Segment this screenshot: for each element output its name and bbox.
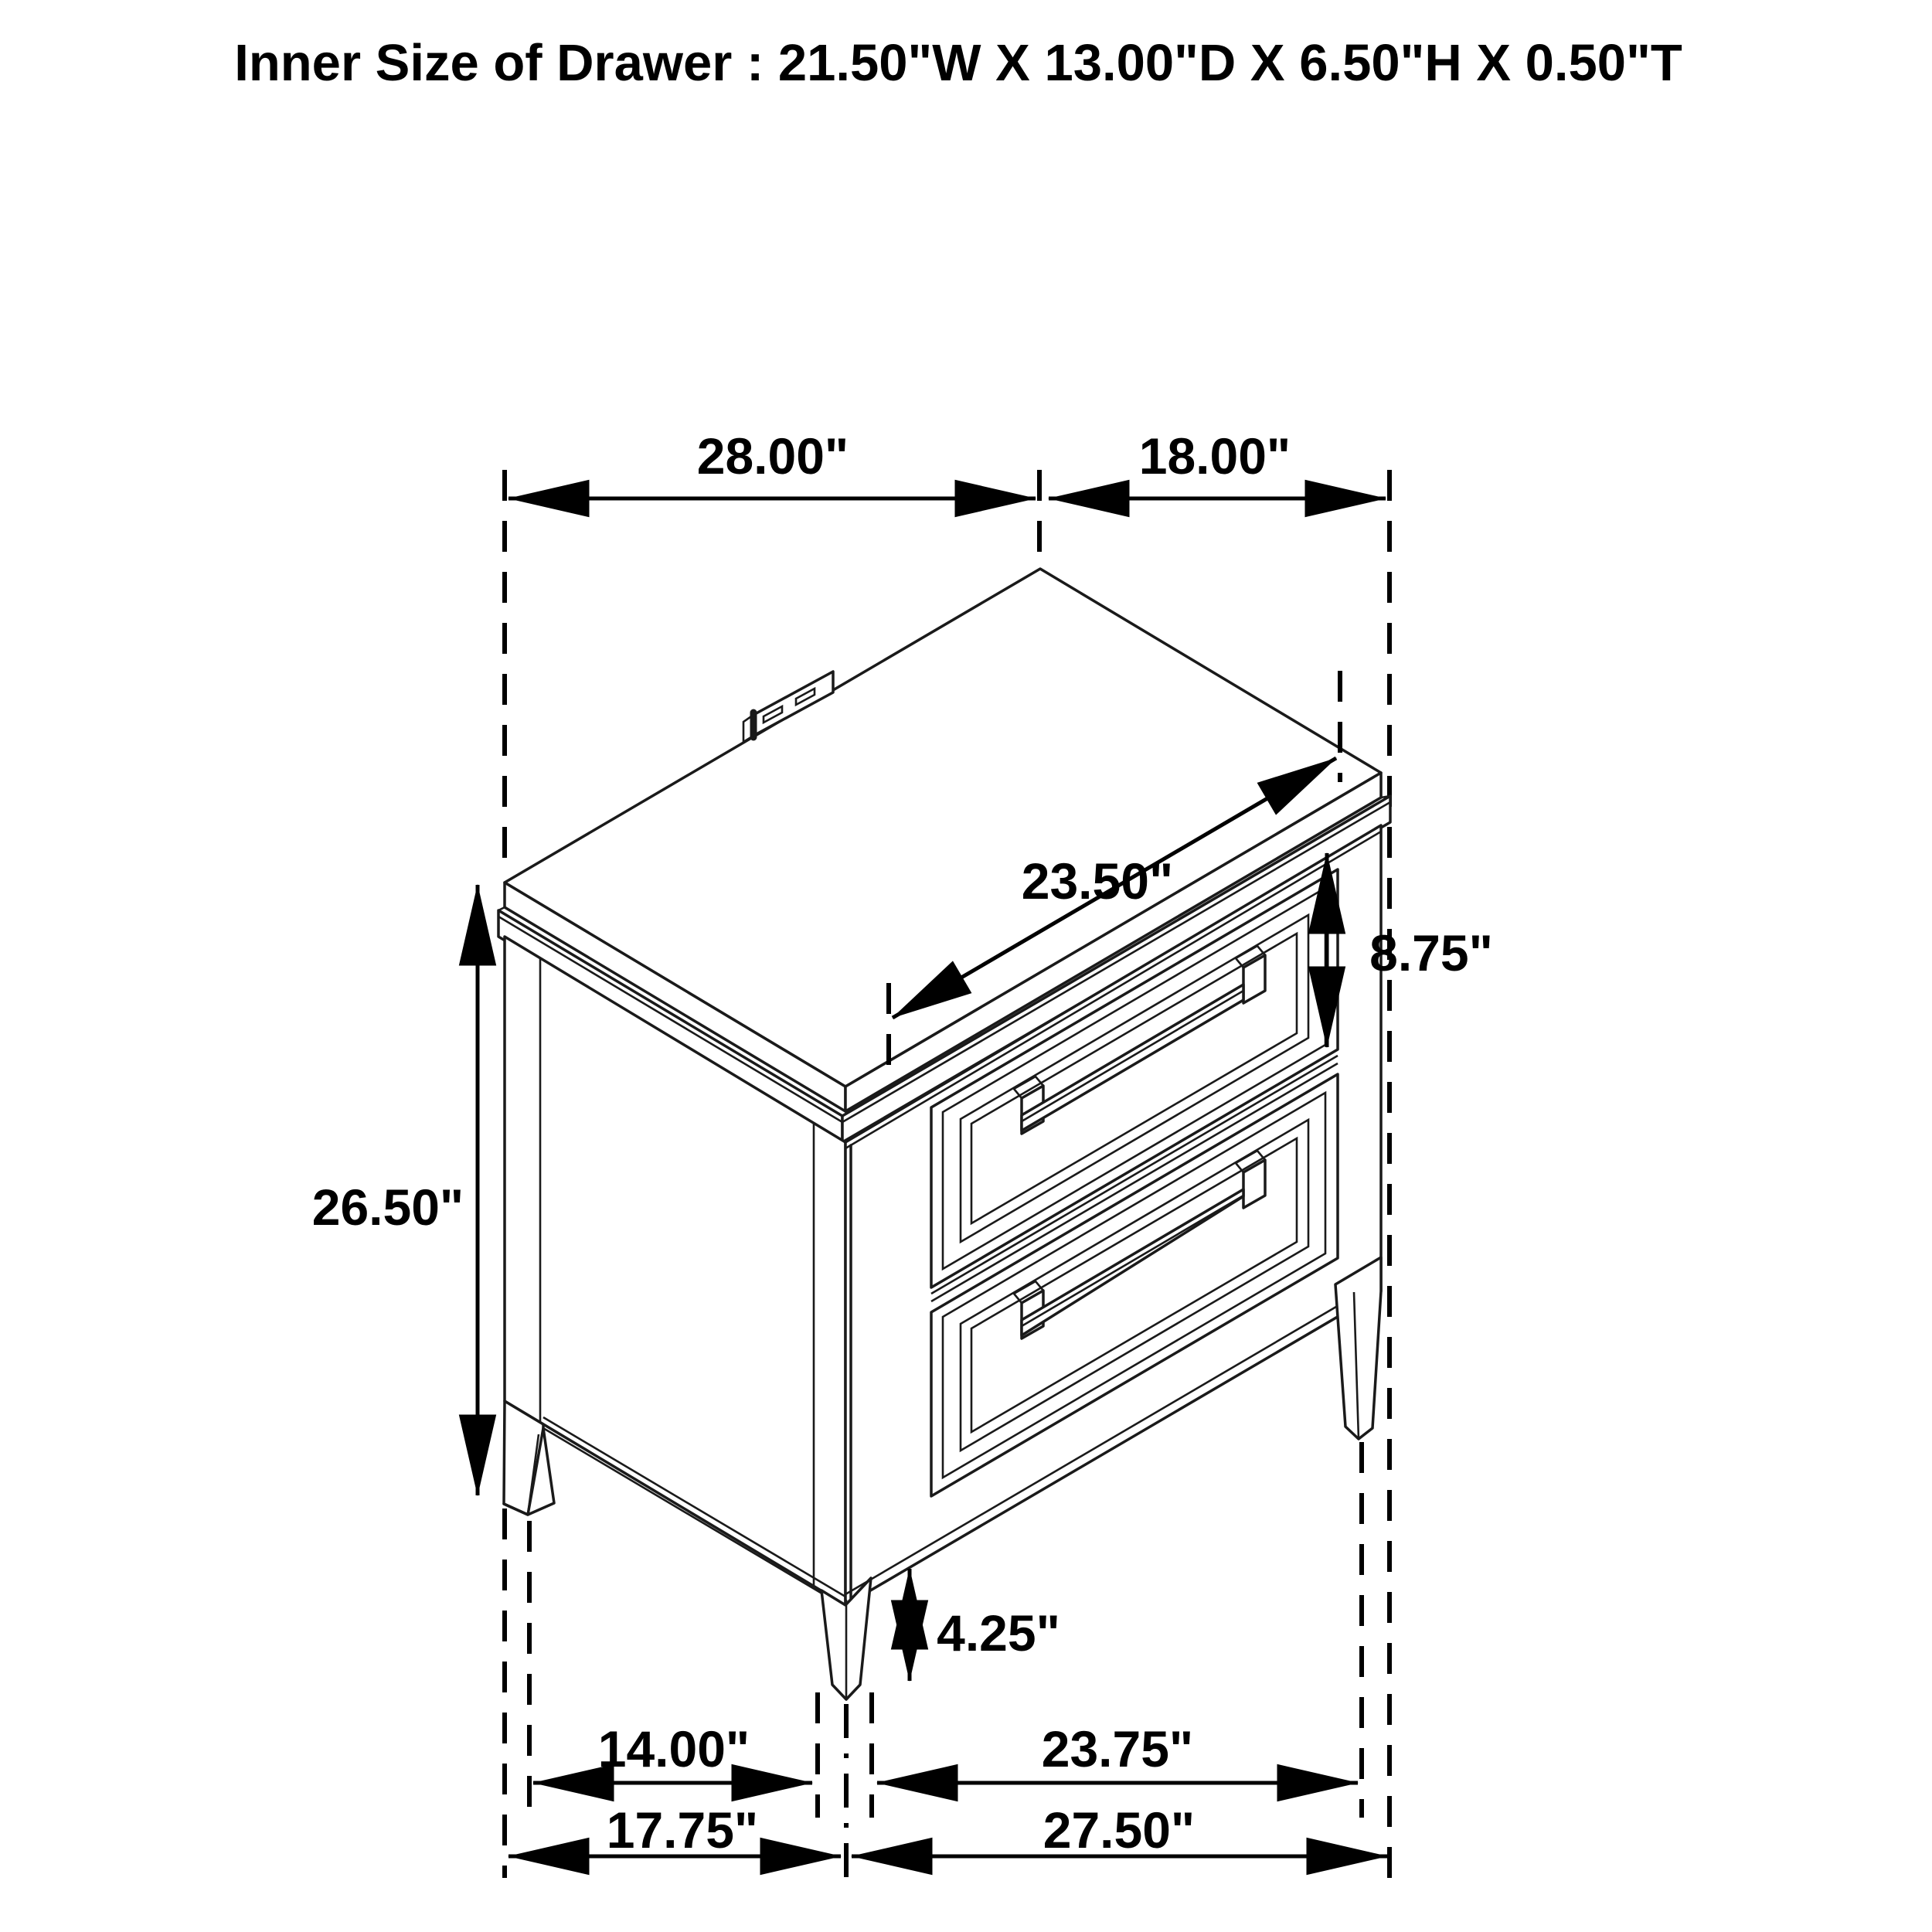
dimension-base-depth: 17.75" [606,1801,759,1859]
right-leg [1335,1257,1381,1439]
dimension-base-width: 27.50" [1043,1801,1196,1859]
nightstand-drawing [498,569,1390,1699]
dimension-leg-height: 4.25" [937,1604,1060,1662]
dimension-leg-span-front: 23.75" [1041,1720,1194,1777]
dimension-drawer-front-height: 8.75" [1369,924,1493,981]
dimension-overall-height: 26.50" [311,1179,464,1236]
dimension-leg-span-side: 14.00" [597,1720,750,1777]
dimension-top-width: 28.00" [696,427,849,485]
drawing-title: Inner Size of Drawer : 21.50"W X 13.00"D X 6.50"H X 0.50"T [234,34,1682,92]
molding-joint-left [498,907,505,910]
dimension-drawer-width: 23.50" [1021,852,1174,910]
dimension-top-depth: 18.00" [1138,427,1291,485]
